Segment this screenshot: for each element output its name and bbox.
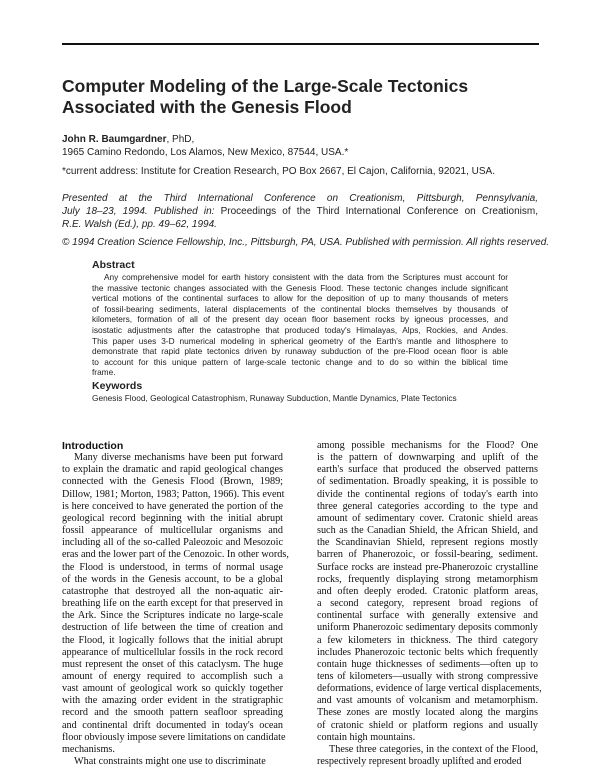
text-line: barren of Phanerozoic, or fossil-bearing, sediment.: [317, 549, 538, 561]
text-line: such as the Canadian Shield, the African Shield, and: [317, 525, 538, 537]
author-address: 1965 Camino Redondo, Los Alamos, New Mexico, 87544, USA.*: [62, 147, 349, 158]
paper-title: [62, 76, 542, 118]
abstract-heading: Abstract: [92, 259, 135, 271]
text-line: among possible mechanisms for the Flood? One: [317, 440, 538, 451]
presented-line: Presented at the Third International Conference on Creationism, Pittsburgh, Pennsylvania,: [62, 193, 538, 204]
text-line: uniform Phanerozoic sedimentary deposits commonly: [317, 622, 538, 634]
top-rule: [62, 43, 539, 45]
section-heading-introduction: Introduction: [62, 440, 124, 452]
right-column: [317, 440, 542, 768]
copyright: © 1994 Creation Science Fellowship, Inc., Pittsburgh, PA, USA. Published with permission. All rights reserved.: [62, 237, 550, 248]
text-line: demonstrate that rapid plate tectonics driven by runaway subduction of the pre-Flood ocean floor is able: [92, 346, 508, 357]
text-line: Surface rocks are instead pre-Phanerozoic crystalline: [317, 561, 538, 573]
text-line: including all of the so-called Paleozoic and Mesozoic: [62, 537, 283, 549]
text-line: fossil appearance of multicellular organisms and: [62, 525, 283, 537]
text-line: the Ark. Since the Scriptures indicate no large-scale: [62, 610, 283, 622]
abstract-body: [92, 272, 508, 378]
text-line: amount of sedimentary cover. Cratonic shield areas: [317, 512, 538, 524]
presented-line: R.E. Walsh (Ed.), pp. 49–62, 1994.: [62, 219, 217, 230]
text-line: to explain the dramatic and rapid geological changes: [62, 464, 283, 476]
author-line: [62, 134, 194, 145]
text-line: This paper uses 3-D numerical modeling in spherical geometry of the Earth's mantle and lithosphere to: [92, 335, 508, 346]
keywords-heading: Keywords: [92, 380, 143, 392]
text-line: the massive tectonic changes associated with the Genesis Flood. These tectonic changes include significant: [92, 282, 508, 293]
author-degree: , PhD,: [166, 134, 195, 145]
text-line: These three categories, in the context of the Flood,: [329, 743, 538, 755]
text-line: geological record beginning with the initial abrupt: [62, 512, 283, 524]
presented-line: [62, 205, 538, 218]
text-line: respectively represent broadly uplifted and eroded: [317, 756, 522, 768]
text-line: of fossil-bearing sediments, lateral displacements of the continental blocks themselves by thousands of: [92, 303, 508, 314]
text-line: isostatic adjustments after the catastrophe that produced today's Himalayas, Alps, Rockies, and Andes.: [92, 324, 508, 335]
text-line: and vast amounts of volcanism and metamorphism.: [317, 695, 538, 707]
published-in: July 18–23, 1994. Published in:: [62, 206, 215, 217]
left-column: [62, 440, 289, 768]
proceedings-title: Proceedings of the Third International Conference on Creationism,: [214, 206, 538, 217]
text-line: destruction of life between the time of creation and: [62, 622, 283, 634]
text-line: breathing life on the earth except for that preserved in: [62, 598, 283, 610]
text-line: continental surface with generally extensive and: [317, 610, 538, 622]
text-line: connected with the Genesis Flood (Brown, 1989;: [62, 476, 283, 488]
text-line: earth's surface that produced the observed patterns: [317, 464, 538, 476]
title-line: Associated with the Genesis Flood: [62, 97, 352, 117]
text-line: of cratonic shield or platform regions and usually: [317, 719, 538, 731]
text-line: floor obviously impose severe limitations on candidate: [62, 731, 286, 743]
text-line: of sedimentation. Broadly speaking, it is possible to: [317, 476, 538, 488]
text-line: must represent the onset of this cataclysm. The huge: [62, 658, 283, 670]
text-line: contain huge thicknesses of sediments—often up to: [317, 658, 538, 670]
abstract: [92, 259, 508, 378]
text-line: amount of energy required to accomplish such a: [62, 670, 283, 682]
text-line: appearance of multicellular fossils in the rock record: [62, 646, 283, 658]
text-line: a second category, represent broad regions of: [317, 598, 538, 610]
text-line: catastrophe that destroyed all the non-aquatic air-: [62, 585, 283, 597]
text-line: divide the continental regions of today's earth into: [317, 488, 538, 500]
text-line: vertical motions of the continental surfaces to allow for the deposition of up to many thousands of meters: [92, 293, 508, 304]
text-line: rocks, frequently displaying strong metamorphism: [317, 573, 538, 585]
keywords-list: Genesis Flood, Geological Catastrophism, Runaway Subduction, Mantle Dynamics, Plate Tectonics: [92, 393, 457, 403]
text-line: Dillow, 1981; Morton, 1983; Patton, 1966). This event: [62, 488, 285, 500]
text-line: deformations, evidence of large vertical displacements,: [317, 683, 542, 695]
text-line: kilometers, formation of all of the present day ocean floor basement rocks by igneous processes, and: [92, 314, 508, 325]
text-line: What constraints might one use to discriminate: [74, 756, 266, 768]
text-line: the Flood is understood, in terms of normal usage: [62, 561, 283, 573]
text-line: record and the smooth pattern seafloor spreading: [62, 707, 283, 719]
text-line: is here conceived to have generated the portion of the: [62, 500, 283, 512]
text-line: of the words in the Genesis account, to be a global: [62, 573, 283, 585]
text-line: the Scandinavian Shield, represent regions mostly: [317, 537, 538, 549]
text-line: frame.: [92, 367, 116, 378]
text-line: a few kilometers in thickness. The third category: [317, 634, 538, 646]
text-line: is the pattern of downwarping and uplift of the: [317, 452, 538, 464]
text-line: and often deeply eroded. Cratonic platform areas,: [317, 585, 538, 597]
text-line: the Flood, it logically follows that the initial abrupt: [62, 634, 283, 646]
keywords: [92, 380, 508, 403]
text-line: three general categories according to the type and: [317, 500, 538, 512]
current-address: *current address: Institute for Creation Research, PO Box 2667, El Cajon, California, 92021, USA.: [62, 166, 495, 177]
text-line: These zones are mostly located along the margins: [317, 707, 538, 719]
text-line: mechanisms.: [62, 743, 115, 755]
text-line: includes Phanerozoic tectonic belts which frequently: [317, 646, 538, 658]
author-name: John R. Baumgardner: [62, 134, 167, 145]
text-line: to account for this unique pattern of large-scale tectonic change and to do so within the biblical time: [92, 356, 508, 367]
presented-note: [62, 192, 538, 231]
text-line: and continental drift documented in today's ocean: [62, 719, 283, 731]
text-line: contain high mountains.: [317, 731, 416, 743]
text-line: eras and the lower part of the Cenozoic. In other words,: [62, 549, 289, 561]
title-line: Computer Modeling of the Large-Scale Tectonics: [62, 76, 469, 96]
text-line: with the amazing order evident in the stratigraphic: [62, 695, 283, 707]
text-line: vast amount of geological work so quickly together: [62, 683, 283, 695]
text-line: tens of kilometers—usually with strong compressive: [317, 670, 538, 682]
text-line: Many diverse mechanisms have been put forward: [74, 452, 283, 464]
text-line: Any comprehensive model for earth history consistent with the data from the Scriptures must account for: [104, 272, 508, 282]
